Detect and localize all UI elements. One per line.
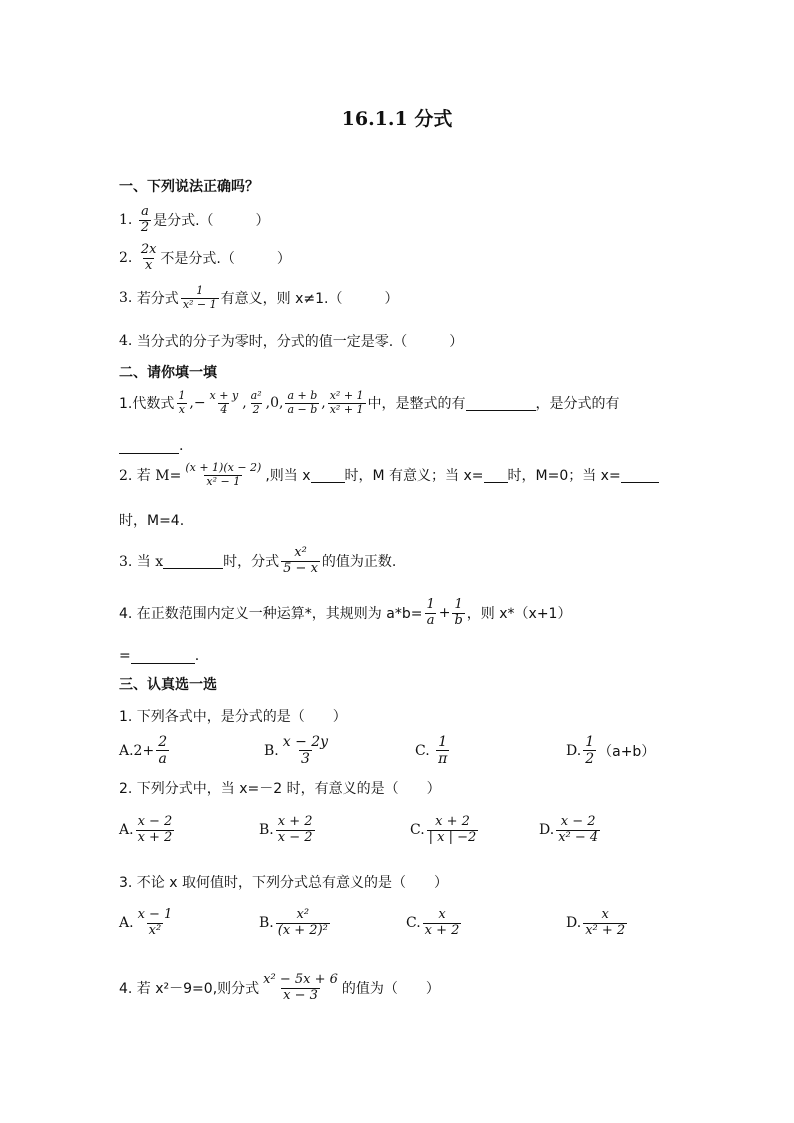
page-title: 16.1.1 分式 [341, 108, 453, 130]
answer-blank[interactable] [131, 649, 195, 664]
fraction: $\frac{1}{a}$ [426, 597, 435, 628]
s3-q3-option-c[interactable]: C. $\frac{x}{x + 2}$ [406, 907, 460, 938]
s1-item-3: 3. 若分式 $\frac{1}{\text{x² − 1}}$ 有意义，则 x≠1.（ ） [119, 284, 399, 311]
section3-heading: 三、认真选一选 [119, 677, 217, 693]
s3-q1-option-b[interactable]: B. $\frac{x - 2y}{3}$ [264, 734, 329, 768]
fraction: $\frac{1}{\text{x² − 1}}$ [182, 284, 217, 311]
s2-question-2-cont: 时，M=4. [119, 513, 185, 529]
fraction: $\frac{(x + 1)(x - 2)}{\text{x² − 1}}$ [185, 461, 262, 488]
s2-question-4: 4. 在正数范围内定义一种运算*，其规则为 a*b= $\frac{1}{a}$ + $\frac{1}{b}$ ，则 x*（x+1） [119, 597, 572, 628]
s2-question-3: 3. 当 x 时，分式 $\frac{\text{x²}}{5 - x}$ 的值为正数. [119, 545, 397, 576]
s1-item-2: 2. $\frac{2x}{x}$ 不是分式.（ ） [119, 242, 291, 273]
fraction: $\frac{x + 2}{| x | -2}$ [428, 814, 477, 845]
s3-q1-option-a[interactable]: A.2+ $\frac{2}{a}$ [119, 734, 168, 768]
answer-blank[interactable] [119, 439, 179, 454]
s2-question-4-cont: = . [119, 648, 200, 664]
s3-q1-option-c[interactable]: C. $\frac{1}{\pi}$ [415, 734, 448, 768]
s3-q2-option-d[interactable]: D. $\frac{x - 2}{\text{x² − 4}}$ [539, 814, 599, 845]
answer-blank[interactable] [484, 468, 508, 483]
s3-q2-option-c[interactable]: C. $\frac{x + 2}{| x | -2}$ [410, 814, 477, 845]
s3-q1-option-d[interactable]: D. $\frac{1}{2}$ （a+b） [566, 734, 656, 768]
fraction: $\frac{2x}{x}$ [140, 242, 157, 273]
answer-blank[interactable] [311, 468, 345, 483]
fraction: $\frac{a}{2}$ [140, 204, 150, 235]
section2-heading: 二、请你填一填 [119, 365, 217, 381]
s2-question-2: 2. 若 M= $\frac{(x + 1)(x - 2)}{\text{x² − 1}}$ ,则当 x 时，M 有意义；当 x= 时，M=0；当 x= [119, 462, 659, 488]
fraction: $\frac{a + b}{a - b}$ [287, 389, 318, 416]
fraction: $\frac{x}{x + 2}$ [424, 907, 460, 938]
fraction: $\frac{2}{a}$ [158, 734, 168, 768]
fraction: $\frac{\text{x²}}{5 - x}$ [283, 545, 318, 576]
s2-question-1-cont: . [119, 438, 183, 454]
s3-q3-option-b[interactable]: B. $\frac{\text{x²}}{\text{(x + 2)²}}$ [259, 907, 328, 938]
fraction: $\frac{1}{b}$ [454, 597, 463, 628]
fraction: $\frac{\text{x² − 5x + 6}}{x - 3}$ [263, 972, 338, 1003]
fraction: $\frac{x - 2y}{3}$ [282, 734, 329, 768]
s2-question-1: 1.代数式 $\frac{1}{x}$ , − $\frac{x + y}{4}$ , $\frac{\text{a²}}{2}$ , 0 , $\frac{a + b}{a - b}$ , $\frac{\text{x² + 1}}{\text{x² + 1}}$ 中，是整式的有 ，是分式的有 [119, 389, 620, 416]
fraction: $\frac{1}{x}$ [178, 389, 186, 416]
answer-blank[interactable] [466, 396, 536, 411]
fraction: $\frac{x - 2}{x + 2}$ [137, 814, 173, 845]
s3-q2-option-a[interactable]: A. $\frac{x - 2}{x + 2}$ [119, 814, 173, 845]
s1-item-1: 1. $\frac{a}{2}$ 是分式.（ ） [119, 204, 270, 235]
answer-blank[interactable] [621, 468, 659, 483]
fraction: $\frac{x + 2}{x - 2}$ [277, 814, 313, 845]
fraction: $\frac{1}{2}$ [585, 734, 595, 768]
fraction: $\frac{\text{a²}}{2}$ [250, 389, 262, 416]
fraction: $\frac{\text{x² + 1}}{\text{x² + 1}}$ [329, 389, 364, 416]
s3-question-2-stem: 2. 下列分式中，当 x=－2 时，有意义的是（ ） [119, 781, 441, 797]
answer-blank[interactable] [163, 554, 223, 569]
s3-question-3-stem: 3. 不论 x 取何值时，下列分式总有意义的是（ ） [119, 875, 448, 891]
s3-q2-option-b[interactable]: B. $\frac{x + 2}{x - 2}$ [259, 814, 313, 845]
fraction: $\frac{1}{\pi}$ [438, 734, 448, 768]
fraction: $\frac{\text{x²}}{\text{(x + 2)²}}$ [277, 907, 328, 938]
s3-question-1-stem: 1. 下列各式中，是分式的是（ ） [119, 709, 347, 725]
s1-item-4: 4. 当分式的分子为零时，分式的值一定是零.（ ） [119, 333, 464, 350]
s3-q3-option-d[interactable]: D. $\frac{x}{\text{x² + 2}}$ [566, 907, 626, 938]
fraction: $\frac{x + y}{4}$ [209, 389, 239, 416]
s3-q3-option-a[interactable]: A. $\frac{x - 1}{\text{x²}}$ [119, 907, 173, 938]
fraction: $\frac{x - 1}{\text{x²}}$ [137, 907, 173, 938]
fraction: $\frac{x - 2}{\text{x² − 4}}$ [558, 814, 599, 845]
section1-heading: 一、下列说法正确吗？ [119, 179, 259, 195]
s3-question-4: 4. 若 x²－9=0,则分式 $\frac{\text{x² − 5x + 6}}{x - 3}$ 的值为（ ） [119, 972, 440, 1003]
fraction: $\frac{x}{\text{x² + 2}}$ [585, 907, 626, 938]
